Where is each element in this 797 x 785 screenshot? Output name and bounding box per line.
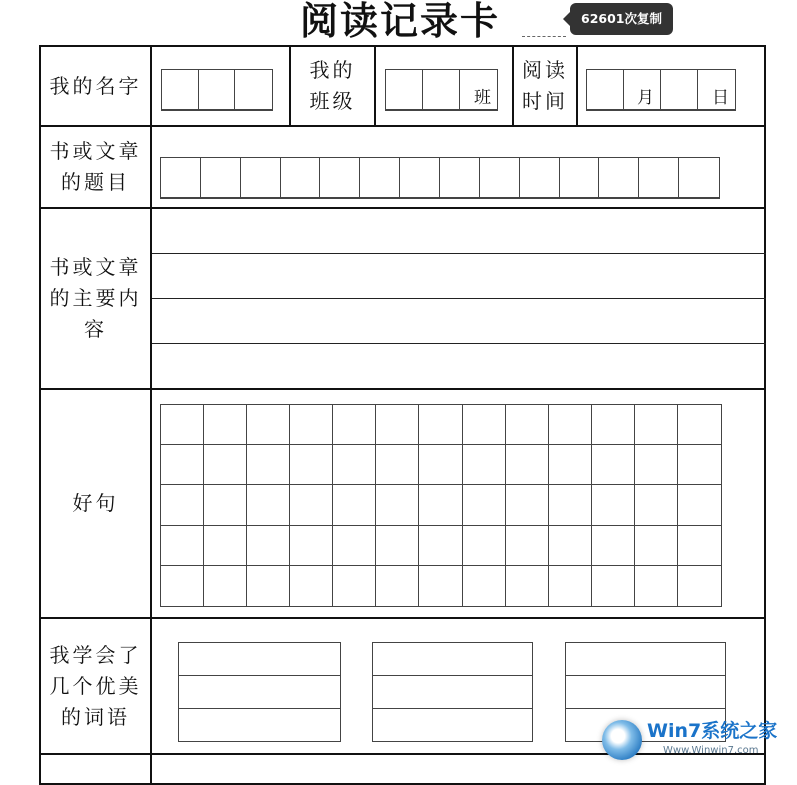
day-box[interactable] xyxy=(661,70,698,110)
sentence-grid-cell[interactable] xyxy=(204,566,247,606)
title-box[interactable] xyxy=(161,158,201,198)
month-suffix: 月 xyxy=(637,88,654,108)
sentence-grid-cell[interactable] xyxy=(419,526,462,566)
word-line[interactable] xyxy=(566,643,725,676)
sentence-grid-cell[interactable] xyxy=(376,526,419,566)
month-suffix-box[interactable] xyxy=(624,70,661,110)
good-sentences-label: 好句 xyxy=(72,491,119,515)
word-line[interactable] xyxy=(179,676,340,709)
sentence-grid-cell[interactable] xyxy=(506,485,549,525)
class-suffix: 班 xyxy=(474,88,491,108)
word-line[interactable] xyxy=(373,709,532,742)
sentence-grid-cell[interactable] xyxy=(247,445,290,485)
sentence-grid-cell[interactable] xyxy=(247,485,290,525)
sentence-grid-cell[interactable] xyxy=(290,405,333,445)
sentence-grid-cell[interactable] xyxy=(678,566,721,606)
book-title-label: 书或文章 的题目 xyxy=(49,139,142,194)
class-label: 我的 班级 xyxy=(309,58,356,113)
sentence-grid-cell[interactable] xyxy=(463,526,506,566)
sentence-grid-cell[interactable] xyxy=(419,405,462,445)
writing-line xyxy=(152,253,766,254)
class-input-boxes[interactable] xyxy=(385,69,498,111)
sentence-grid-cell[interactable] xyxy=(463,566,506,606)
sentence-grid-cell[interactable] xyxy=(592,445,635,485)
watermark-brand: Win7系统之家 xyxy=(647,720,778,742)
title-box[interactable] xyxy=(599,158,639,198)
sentence-grid-cell[interactable] xyxy=(290,445,333,485)
sentence-grid-cell[interactable] xyxy=(678,405,721,445)
sentence-grid-cell[interactable] xyxy=(161,445,204,485)
title-box[interactable] xyxy=(679,158,719,198)
sentence-grid-cell[interactable] xyxy=(290,526,333,566)
sentence-grid-cell[interactable] xyxy=(463,405,506,445)
sentence-grid-cell[interactable] xyxy=(678,526,721,566)
sentence-grid-cell[interactable] xyxy=(549,566,592,606)
sentence-grid-cell[interactable] xyxy=(161,566,204,606)
column-divider xyxy=(576,45,578,126)
sentence-grid-cell[interactable] xyxy=(204,526,247,566)
sentence-grid-cell[interactable] xyxy=(333,485,376,525)
sentence-grid-cell[interactable] xyxy=(635,445,678,485)
sentence-grid-cell[interactable] xyxy=(506,405,549,445)
sentence-grid-cell[interactable] xyxy=(333,405,376,445)
sentence-grid-cell[interactable] xyxy=(376,566,419,606)
title-box[interactable] xyxy=(320,158,360,198)
writing-line xyxy=(152,343,766,344)
title-box[interactable] xyxy=(480,158,520,198)
name-box[interactable] xyxy=(162,70,199,110)
sentence-grid-cell[interactable] xyxy=(247,405,290,445)
sentence-grid-cell[interactable] xyxy=(592,485,635,525)
sentence-grid-cell[interactable] xyxy=(333,526,376,566)
copy-count-tooltip: 62601次复制 xyxy=(570,3,673,35)
windows-logo-icon xyxy=(602,720,642,760)
title-box[interactable] xyxy=(520,158,560,198)
sentence-grid-cell[interactable] xyxy=(506,526,549,566)
copy-count-link-underline[interactable] xyxy=(522,36,566,37)
sentence-grid-cell[interactable] xyxy=(161,526,204,566)
sentence-grid-cell[interactable] xyxy=(376,485,419,525)
sentence-grid-cell[interactable] xyxy=(204,445,247,485)
title-box[interactable] xyxy=(241,158,281,198)
sentence-grid-cell[interactable] xyxy=(549,526,592,566)
title-box[interactable] xyxy=(360,158,400,198)
sentence-grid-cell[interactable] xyxy=(333,566,376,606)
word-line[interactable] xyxy=(373,676,532,709)
title-box[interactable] xyxy=(639,158,679,198)
sentence-grid-cell[interactable] xyxy=(463,485,506,525)
sentence-grid-cell[interactable] xyxy=(635,526,678,566)
good-sentences-grid[interactable] xyxy=(160,404,722,607)
sentence-grid-cell[interactable] xyxy=(463,445,506,485)
title-box[interactable] xyxy=(440,158,480,198)
book-title-boxes[interactable] xyxy=(160,157,720,199)
name-input-boxes[interactable] xyxy=(161,69,273,111)
title-box[interactable] xyxy=(281,158,321,198)
day-suffix-box[interactable] xyxy=(698,70,735,110)
sentence-grid-cell[interactable] xyxy=(549,485,592,525)
sentence-grid-cell[interactable] xyxy=(290,485,333,525)
name-box[interactable] xyxy=(199,70,236,110)
name-box[interactable] xyxy=(235,70,272,110)
sentence-grid-cell[interactable] xyxy=(419,445,462,485)
sentence-grid-cell[interactable] xyxy=(333,445,376,485)
sentence-grid-cell[interactable] xyxy=(161,405,204,445)
page-title: 阅读记录卡 xyxy=(299,0,500,43)
word-line[interactable] xyxy=(566,676,725,709)
sentence-grid-cell[interactable] xyxy=(419,566,462,606)
sentence-grid-cell[interactable] xyxy=(678,445,721,485)
month-box[interactable] xyxy=(587,70,624,110)
sentence-grid-cell[interactable] xyxy=(635,405,678,445)
sentence-grid-cell[interactable] xyxy=(161,485,204,525)
sentence-grid-cell[interactable] xyxy=(376,405,419,445)
sentence-grid-cell[interactable] xyxy=(549,445,592,485)
sentence-grid-cell[interactable] xyxy=(592,566,635,606)
sentence-grid-cell[interactable] xyxy=(247,566,290,606)
writing-line xyxy=(152,298,766,299)
sentence-grid-cell[interactable] xyxy=(506,566,549,606)
site-watermark xyxy=(597,712,797,766)
word-line[interactable] xyxy=(373,643,532,676)
watermark-url: Www.Winwin7.com xyxy=(663,745,759,756)
sentence-grid-cell[interactable] xyxy=(635,566,678,606)
title-box[interactable] xyxy=(400,158,440,198)
label-column-divider xyxy=(150,45,152,785)
title-box[interactable] xyxy=(201,158,241,198)
word-box-group[interactable] xyxy=(372,642,533,742)
sentence-grid-cell[interactable] xyxy=(635,485,678,525)
name-label: 我的名字 xyxy=(49,73,142,98)
sentence-grid-cell[interactable] xyxy=(204,405,247,445)
title-box[interactable] xyxy=(560,158,600,198)
sentence-grid-cell[interactable] xyxy=(290,566,333,606)
sentence-grid-cell[interactable] xyxy=(678,485,721,525)
day-suffix: 日 xyxy=(712,88,729,108)
column-divider xyxy=(374,45,376,126)
class-box[interactable] xyxy=(460,70,497,110)
class-box[interactable] xyxy=(423,70,460,110)
word-line[interactable] xyxy=(179,709,340,742)
class-box[interactable] xyxy=(386,70,423,110)
sentence-grid-cell[interactable] xyxy=(419,485,462,525)
sentence-grid-cell[interactable] xyxy=(549,405,592,445)
word-line[interactable] xyxy=(179,643,340,676)
beautiful-words-label: 我学会了 几个优美 的词语 xyxy=(49,642,142,729)
reading-time-boxes[interactable] xyxy=(586,69,736,111)
sentence-grid-cell[interactable] xyxy=(592,405,635,445)
sentence-grid-cell[interactable] xyxy=(592,526,635,566)
reading-time-label: 阅读 时间 xyxy=(522,58,568,113)
word-box-group[interactable] xyxy=(178,642,341,742)
sentence-grid-cell[interactable] xyxy=(204,485,247,525)
sentence-grid-cell[interactable] xyxy=(506,445,549,485)
sentence-grid-cell[interactable] xyxy=(376,445,419,485)
main-content-label: 书或文章 的主要内 容 xyxy=(49,255,142,341)
sentence-grid-cell[interactable] xyxy=(247,526,290,566)
